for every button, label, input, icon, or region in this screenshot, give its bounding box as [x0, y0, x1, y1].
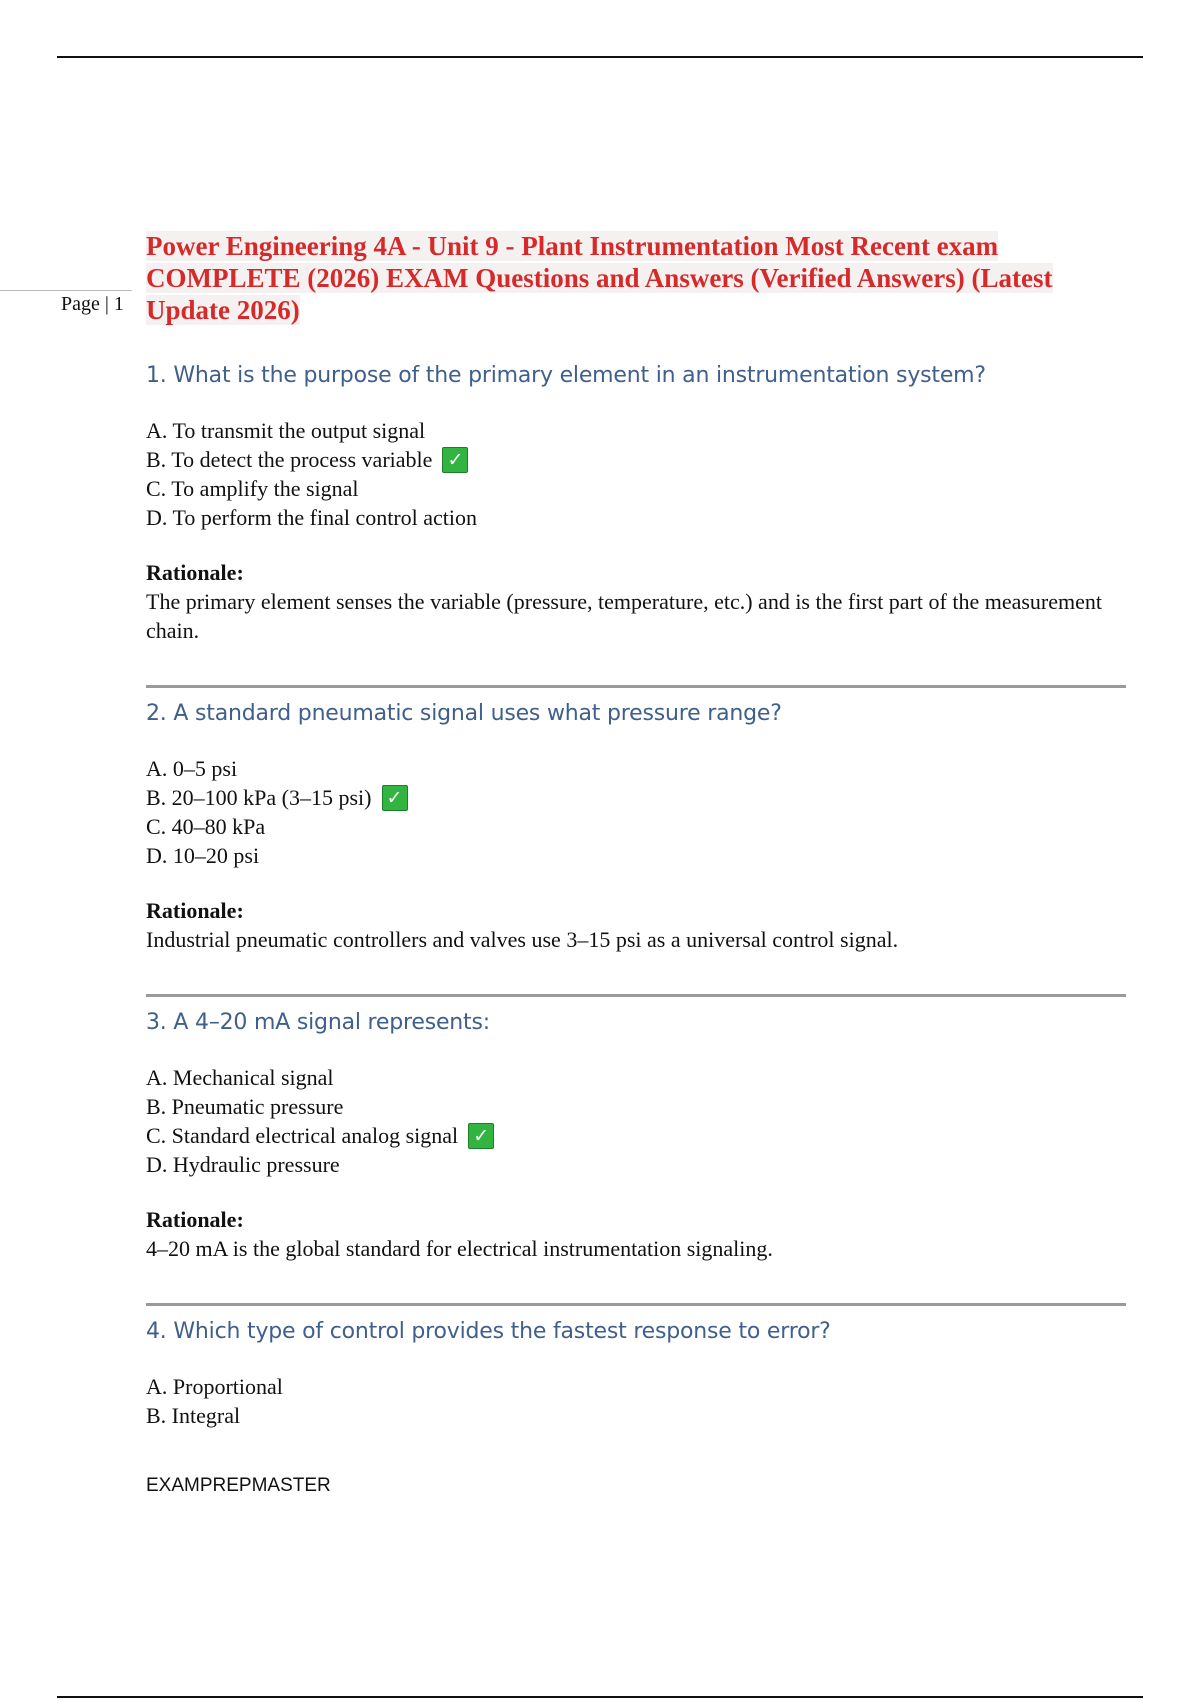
document-body	[146, 230, 1126, 1430]
footer-rule	[57, 1696, 1143, 1698]
q1-option-a: A. To transmit the output signal	[146, 418, 426, 443]
question-divider	[146, 685, 1126, 688]
question-4-options	[146, 1372, 1126, 1430]
rationale-text-3: 4–20 mA is the global standard for electrical instrumentation signaling.	[146, 1236, 773, 1261]
q3-option-b: B. Pneumatic pressure	[146, 1094, 344, 1119]
title-line-2: COMPLETE (2026) EXAM Questions and Answers (Verified Answers) (Latest	[146, 263, 1053, 293]
q2-option-c: C. 40–80 kPa	[146, 814, 266, 839]
title-line-3: Update 2026)	[146, 295, 300, 325]
q4-option-a: A. Proportional	[146, 1374, 283, 1399]
rationale-label-1: Rationale:	[146, 560, 244, 585]
check-mark-icon: ✓	[442, 447, 468, 473]
q2-option-a: A. 0–5 psi	[146, 756, 238, 781]
rationale-label-3: Rationale:	[146, 1207, 244, 1232]
rationale-text-1: The primary element senses the variable (pressure, temperature, etc.) and is the first part of the measurement chain.	[146, 589, 1103, 643]
question-divider	[146, 1303, 1126, 1306]
question-divider	[146, 994, 1126, 997]
document-title	[146, 230, 1126, 326]
check-mark-icon: ✓	[382, 785, 408, 811]
question-block-4	[146, 1318, 1126, 1430]
question-2-text: 2. A standard pneumatic signal uses what pressure range?	[146, 701, 782, 726]
title-line-1: Power Engineering 4A - Unit 9 - Plant Instrumentation Most Recent exam	[146, 231, 999, 261]
page-number: Page | 1	[61, 293, 124, 315]
question-1-text: 1. What is the purpose of the primary element in an instrumentation system?	[146, 363, 986, 388]
q2-option-b: B. 20–100 kPa (3–15 psi) ✓	[146, 783, 1126, 812]
page-number-rule	[0, 290, 132, 291]
q3-option-d: D. Hydraulic pressure	[146, 1152, 340, 1177]
footer-brand: EXAMPREPMASTER	[146, 1475, 331, 1496]
question-block-2	[146, 700, 1126, 954]
question-block-1	[146, 362, 1126, 645]
header-rule	[57, 56, 1143, 58]
q1-option-c: C. To amplify the signal	[146, 476, 359, 501]
question-3-options	[146, 1063, 1126, 1179]
question-4-text: 4. Which type of control provides the fastest response to error?	[146, 1319, 831, 1344]
q1-option-b: B. To detect the process variable ✓	[146, 445, 1126, 474]
question-3-text: 3. A 4–20 mA signal represents:	[146, 1010, 490, 1035]
rationale-label-2: Rationale:	[146, 898, 244, 923]
q3-option-a: A. Mechanical signal	[146, 1065, 334, 1090]
q4-option-b: B. Integral	[146, 1403, 241, 1428]
q2-option-d: D. 10–20 psi	[146, 843, 260, 868]
q1-option-d: D. To perform the final control action	[146, 505, 478, 530]
q3-option-c: C. Standard electrical analog signal ✓	[146, 1121, 1126, 1150]
question-2-options	[146, 754, 1126, 870]
check-mark-icon: ✓	[468, 1123, 494, 1149]
question-block-3	[146, 1009, 1126, 1263]
rationale-text-2: Industrial pneumatic controllers and valves use 3–15 psi as a universal control signal.	[146, 927, 899, 952]
question-1-options	[146, 416, 1126, 532]
